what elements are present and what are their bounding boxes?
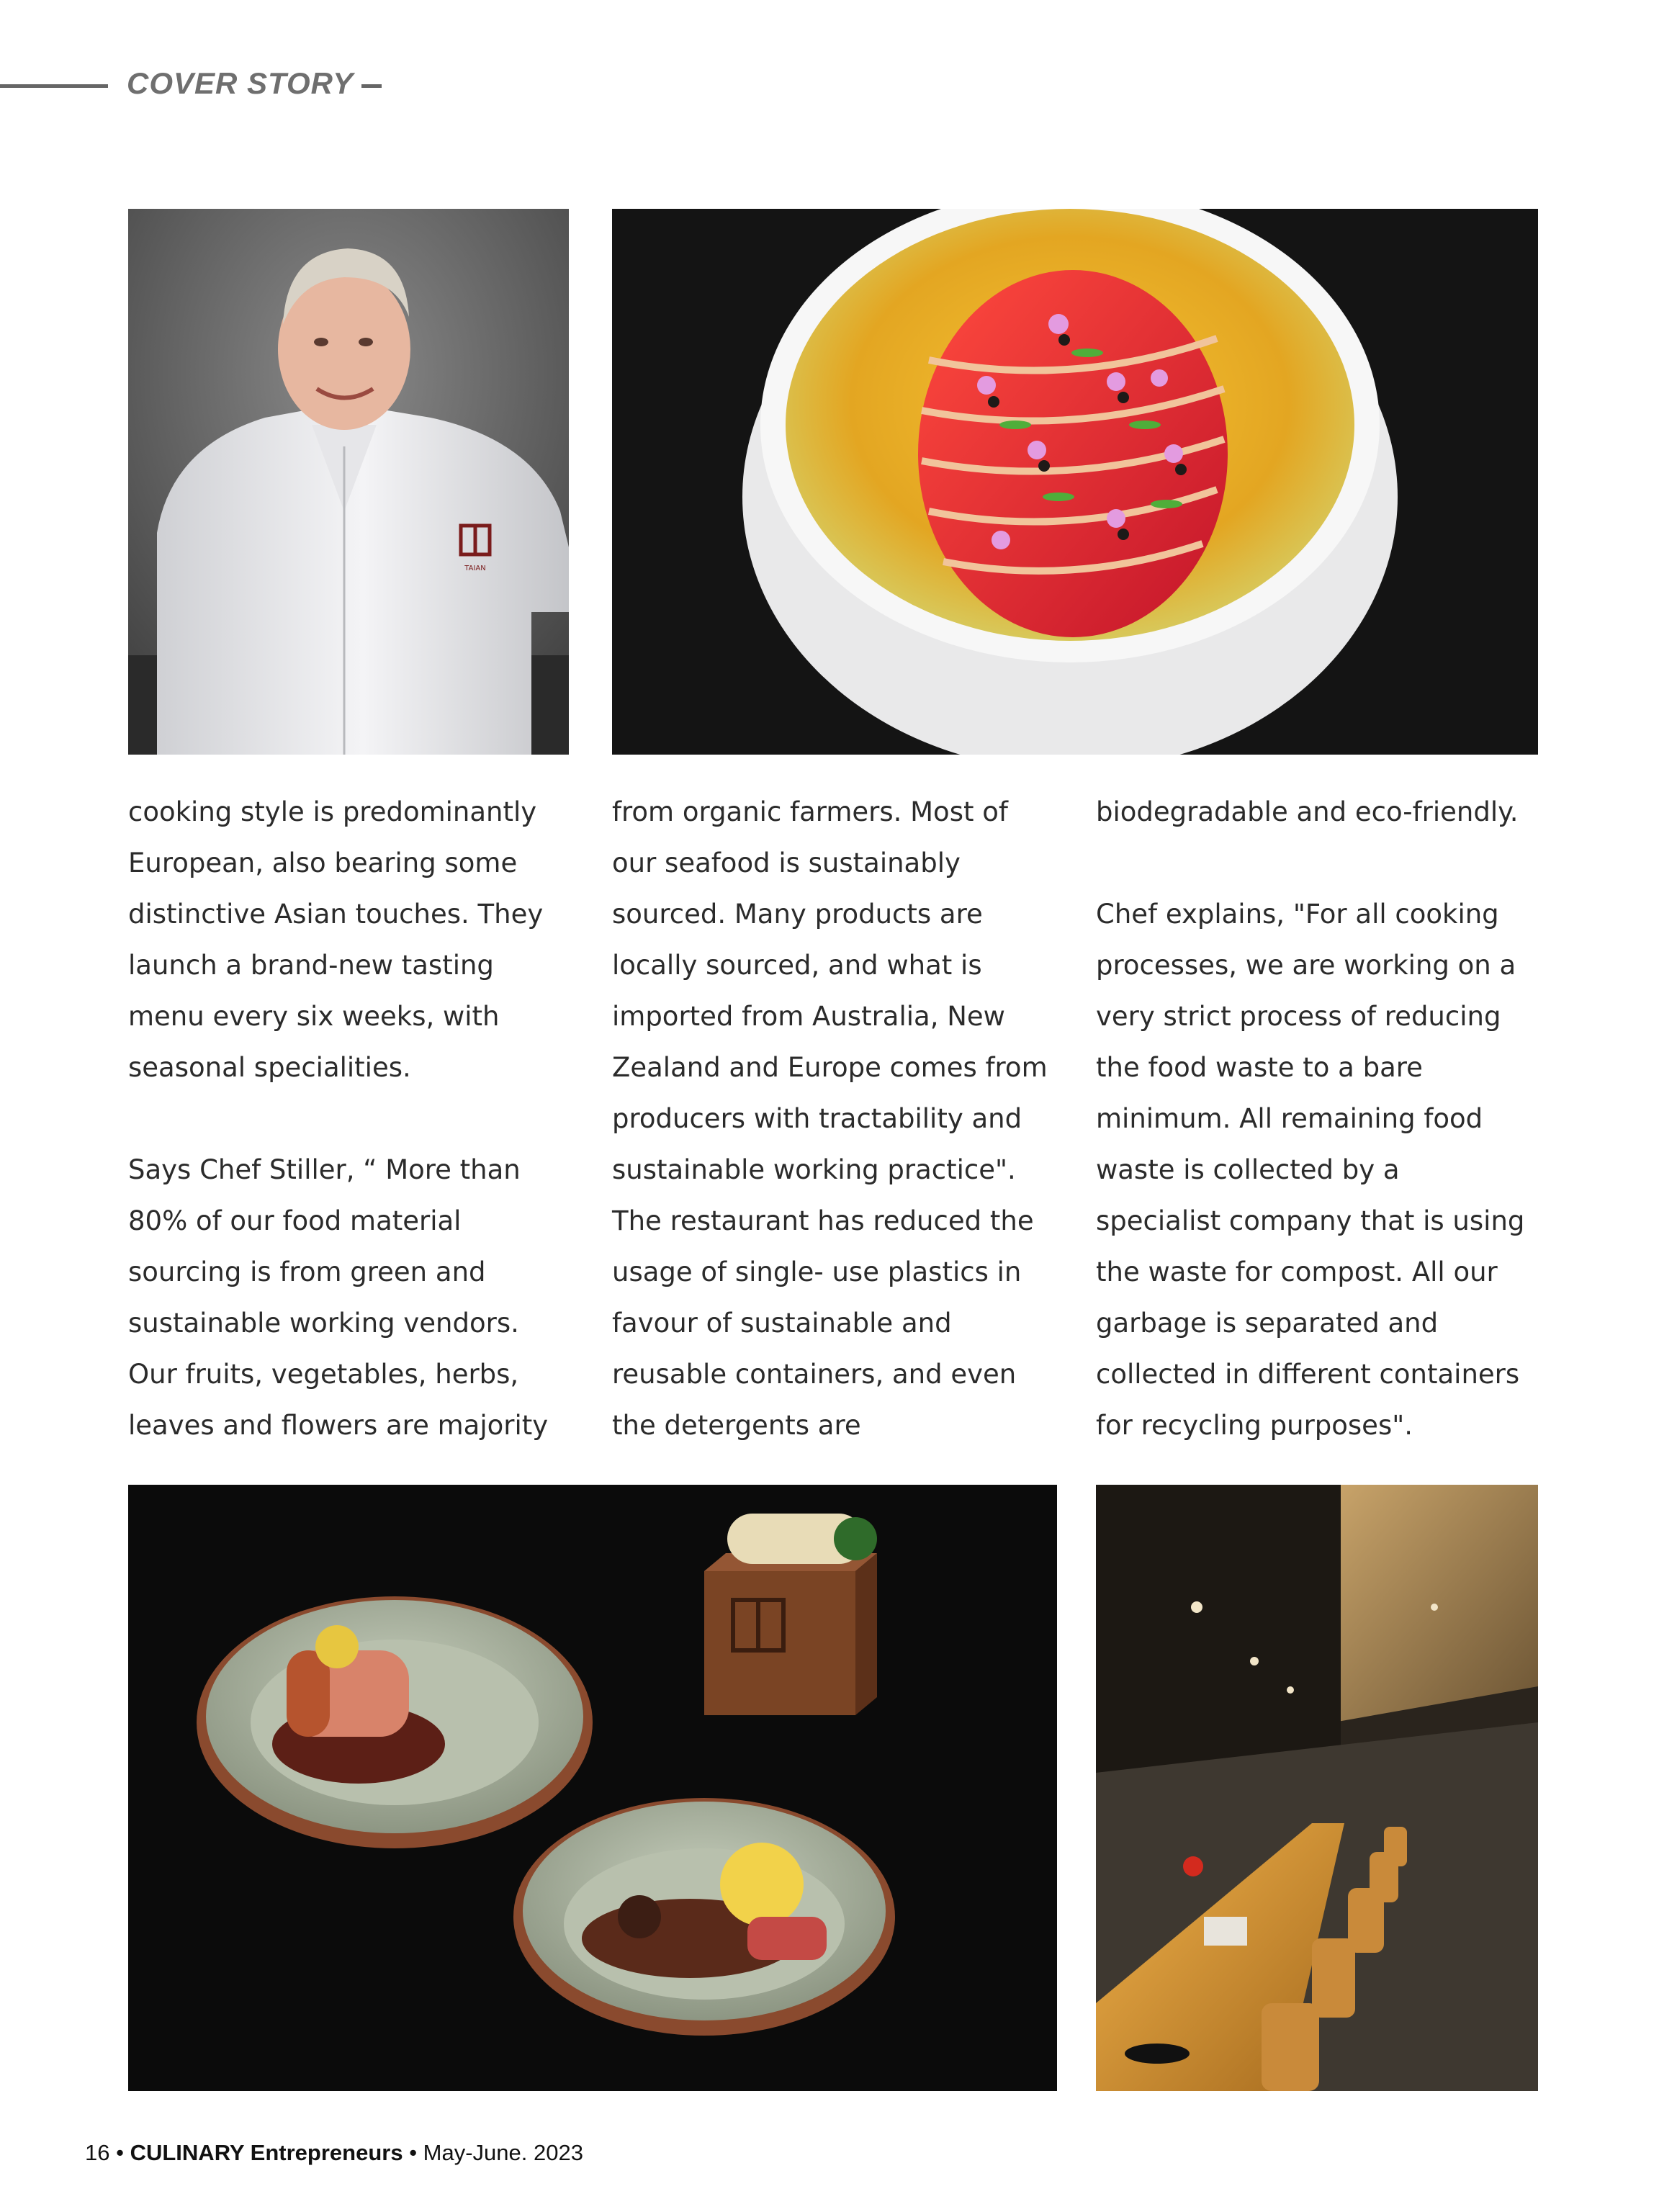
magazine-name: CULINARY Entrepreneurs [130, 2140, 403, 2165]
header-rule [0, 84, 108, 88]
text-line: The restaurant has reduced the [612, 1205, 1034, 1236]
paragraph-gap [1096, 837, 1557, 889]
header-dash [361, 84, 382, 88]
article-column-3 [1096, 786, 1557, 1451]
text-line: waste is collected by a [1096, 1154, 1400, 1185]
text-line: European, also bearing some [128, 848, 518, 878]
text-line: locally sourced, and what is [612, 950, 982, 981]
text-line: cooking style is predominantly [128, 796, 537, 827]
text-line: Our fruits, vegetables, herbs, [128, 1359, 519, 1390]
footer-bullet-2: • [409, 2140, 418, 2165]
text-line: 80% of our food material [128, 1205, 462, 1236]
text-line: sourced. Many products are [612, 899, 983, 930]
text-line: processes, we are working on a [1096, 950, 1516, 981]
text-line: biodegradable and eco-friendly. [1096, 796, 1519, 827]
text-line: usage of single- use plastics in [612, 1256, 1022, 1287]
text-line: garbage is separated and [1096, 1308, 1439, 1339]
text-line: the detergents are [612, 1410, 861, 1441]
text-line: imported from Australia, New [612, 1001, 1005, 1032]
text-line: sourcing is from green and [128, 1256, 486, 1287]
text-line: our seafood is sustainably [612, 848, 961, 878]
text-line: sustainable working practice". [612, 1154, 1016, 1185]
soup-bowl-photo [612, 209, 1538, 755]
text-line: distinctive Asian touches. They [128, 899, 544, 930]
text-line: favour of sustainable and [612, 1308, 952, 1339]
page-footer [85, 2140, 583, 2166]
paragraph-gap [128, 1093, 589, 1144]
text-line: Chef explains, "For all cooking [1096, 899, 1499, 930]
chef-portrait-photo [128, 209, 569, 755]
plated-dishes-photo [128, 1485, 1057, 2091]
section-label: COVER STORY [127, 66, 354, 100]
text-line: sustainable working vendors. [128, 1308, 519, 1339]
text-line: specialist company that is using [1096, 1205, 1525, 1236]
coat-logo-text: TAIAN [464, 565, 486, 572]
article-column-2 [612, 786, 1073, 1451]
text-line: for recycling purposes". [1096, 1410, 1413, 1441]
text-line: very strict process of reducing [1096, 1001, 1501, 1032]
text-line: reusable containers, and even [612, 1359, 1017, 1390]
text-line: menu every six weeks, with [128, 1001, 500, 1032]
text-line: the food waste to a bare [1096, 1052, 1423, 1083]
text-line: Says Chef Stiller, “ More than [128, 1154, 521, 1185]
text-line: producers with tractability and [612, 1103, 1022, 1134]
text-line: seasonal specialities. [128, 1052, 411, 1083]
issue-date: May-June. 2023 [423, 2140, 583, 2165]
text-line: leaves and flowers are majority [128, 1410, 549, 1441]
text-line: launch a brand-new tasting [128, 950, 494, 981]
text-line: Zealand and Europe comes from [612, 1052, 1048, 1083]
article-column-1 [128, 786, 589, 1451]
text-line: minimum. All remaining food [1096, 1103, 1483, 1134]
page-number: 16 [85, 2140, 110, 2165]
text-line: collected in different containers [1096, 1359, 1520, 1390]
footer-bullet-1: • [116, 2140, 124, 2165]
restaurant-interior-photo [1096, 1485, 1538, 2091]
text-line: the waste for compost. All our [1096, 1256, 1498, 1287]
text-line: from organic farmers. Most of [612, 796, 1008, 827]
